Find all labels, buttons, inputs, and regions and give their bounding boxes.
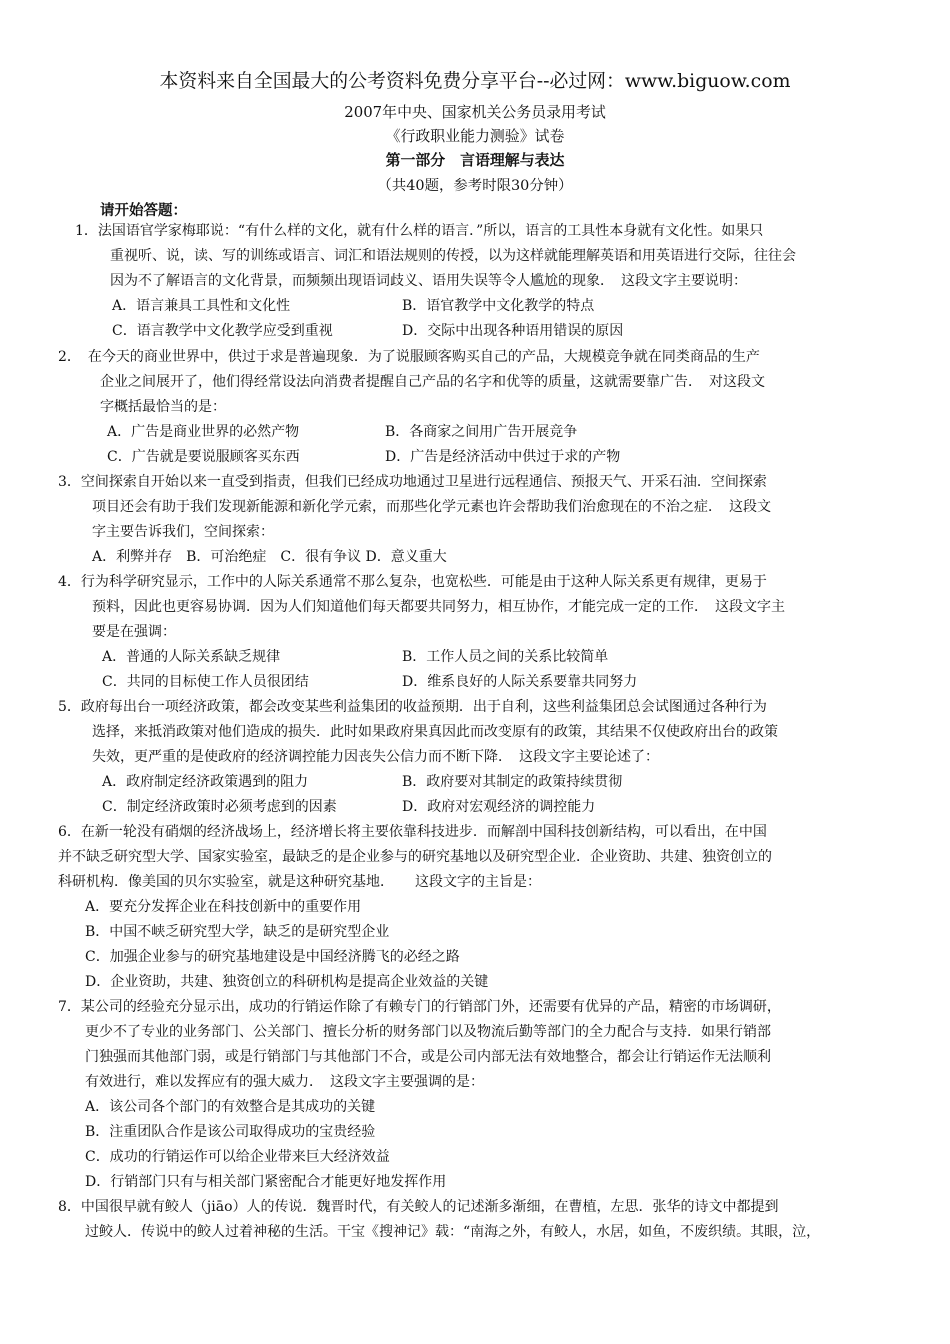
question-6-option-c[interactable]: C．加强企业参与的研究基地建设是中国经济腾飞的必经之路 (85, 949, 460, 965)
question-2-line-1: 2． 在今天的商业世界中，供过于求是普遍现象．为了说服顾客购买自己的产品，大规模竞争就在同类商品的生产 (58, 349, 760, 365)
part-title: 第一部分 言语理解与表达 (385, 151, 565, 169)
question-5-line-3: 失效，更严重的是使政府的经济调控能力因丧失公信力而不断下降． 这段文字主要论述了： (92, 749, 659, 765)
question-6-option-b[interactable]: B．中国不峡乏研究型大学，缺乏的是研究型企业 (85, 924, 390, 940)
question-7-line-3: 门独强而其他部门弱，或是行销部门与其他部门不合，或是公司内部无法有效地整合，都会让行销运作无法顺利 (85, 1049, 771, 1065)
question-2-line-2: 企业之间展开了，他们得经常设法向消费者提醒自己产品的名字和优等的质量，这就需要靠广告． 对这段文 (100, 374, 765, 390)
question-7-option-c[interactable]: C．成功的行销运作可以给企业带来巨大经济效益 (85, 1149, 390, 1165)
question-3-options[interactable]: A．利弊并存 B．可治绝症 C．很有争议 D．意义重大 (92, 549, 447, 565)
question-1-line-1: 1．法国语官学家梅耶说：“有什么样的文化，就有什么样的语言．”所以，语言的工具性本身就有文化性。如果只 (75, 223, 764, 239)
question-5-option-a[interactable]: A．政府制定经济政策遇到的阻力 (102, 774, 309, 790)
question-7-line-2: 更少不了专业的业务部门、公关部门、擅长分析的财务部门以及物流后勤等部门的全力配合与支持．如果行销部 (85, 1024, 771, 1040)
source-line: 本资料来自全国最大的公考资料免费分享平台--必过网：www.biguow.com (159, 70, 791, 92)
question-1-option-d[interactable]: D．交际中出现各种语用错误的原因 (402, 323, 624, 339)
question-7-option-b[interactable]: B．注重团队合作是该公司取得成功的宝贵经验 (85, 1124, 376, 1140)
question-1-option-c[interactable]: C．语言教学中文化教学应受到重视 (112, 323, 333, 339)
question-5-option-d[interactable]: D．政府对宏观经济的调控能力 (402, 799, 596, 815)
question-3-line-1: 3．空间探索自开始以来一直受到指责，但我们已经成功地通过卫星进行远程通信、预报天气、开采石油．空间探索 (58, 474, 767, 490)
question-8-line-2: 过鲛人．传说中的鲛人过着神秘的生活。干宝《搜神记》载：“南海之外，有鲛人，水居，如鱼，不废织绩。其眼，泣， (85, 1224, 821, 1240)
question-4-line-2: 预料，因此也更容易协调．因为人们知道他们每天都要共同努力，相互协作，才能完成一定的工作． 这段文字主 (92, 599, 785, 615)
question-3-line-2: 项目还会有助于我们发现新能源和新化学元索，而那些化学元素也许会帮助我们治愈现在的不治之症． 这段文 (92, 499, 771, 515)
question-8-line-1: 8．中国很早就有鲛人（jiāo）人的传说．魏晋时代，有关鲛人的记述渐多渐细，在曹植，左思．张华的诗文中都提到 (58, 1199, 779, 1215)
question-2-line-3: 字概括最恰当的是： (100, 399, 226, 415)
exam-title: 2007年中央、国家机关公务员录用考试 (344, 103, 606, 121)
question-4-option-a[interactable]: A．普通的人际关系缺乏规律 (102, 649, 281, 665)
question-6-option-a[interactable]: A．要充分发挥企业在科技创新中的重要作用 (85, 899, 362, 915)
question-5-line-2: 选择，来抵消政策对他们造成的损失．此时如果政府果真因此而改变原有的政策，其结果不仅使政府出台的政策 (92, 724, 778, 740)
question-1-option-a[interactable]: A．语言兼具工具性和文化性 (112, 298, 291, 314)
question-3-line-3: 字主要告诉我们，空间探索： (92, 524, 274, 540)
question-6-line-3: 科研机构．像美国的贝尔实验室，就是这种研究基地． 这段文字的主旨是： (58, 874, 541, 890)
question-5-option-b[interactable]: B．政府要对其制定的政策持续贯彻 (402, 774, 623, 790)
question-1-line-3: 因为不了解语言的文化背景，而频频出现语词歧义、语用失误等令人尴尬的现象． 这段文字主要说明： (110, 273, 747, 289)
question-1-option-b[interactable]: B．语官教学中文化教学的特点 (402, 298, 595, 314)
question-4-option-b[interactable]: B．工作人员之间的关系比较简单 (402, 649, 609, 665)
question-5-option-c[interactable]: C．制定经济政策时必须考虑到的因素 (102, 799, 337, 815)
question-7-line-4: 有效进行，难以发挥应有的强大威力． 这段文字主要强调的是： (85, 1074, 484, 1090)
question-2-option-c[interactable]: C．广告就是要说服顾客买东西 (107, 449, 300, 465)
paper-title: 《行政职业能力测验》试卷 (385, 127, 565, 145)
question-4-line-3: 要是在强调： (92, 624, 176, 640)
question-2-option-d[interactable]: D．广告是经济活动中供过于求的产物 (385, 449, 621, 465)
question-6-line-2: 并不缺乏研究型大学、国家实验室，最缺乏的是企业参与的研究基地以及研究型企业．企业资助、共建、独资创立的 (58, 849, 772, 865)
question-1-line-2: 重视听、说，读、写的训练或语言、词汇和语法规则的传授，以为这样就能理解英语和用英语进行交际，往往会 (110, 248, 796, 264)
question-5-line-1: 5．政府每出台一项经济政策，都会改变某些利益集团的收益预期．出于自利，这些利益集团总会试图通过各种行为 (58, 699, 767, 715)
question-7-line-1: 7．某公司的经验充分显示出，成功的行销运作除了有赖专门的行销部门外，还需要有优异的产品，精密的市场调研， (58, 999, 781, 1015)
question-4-line-1: 4．行为科学研究显示，工作中的人际关系通常不那么复杂，也宽松些．可能是由于这种人际关系更有规律，更易于 (58, 574, 767, 590)
question-7-option-d[interactable]: D．行销部门只有与相关部门紧密配合才能更好地发挥作用 (85, 1174, 447, 1190)
question-6-line-1: 6．在新一轮没有硝烟的经济战场上，经济增长将主要依靠科技进步．而解剖中国科技创新结构，可以看出，在中国 (58, 824, 767, 840)
part-note: （共40题，参考时限30分钟） (377, 178, 573, 194)
question-6-option-d[interactable]: D．企业资助，共建、独资创立的科研机构是提高企业效益的关键 (85, 974, 489, 990)
start-label: 请开始答题： (100, 202, 187, 219)
question-4-option-c[interactable]: C．共同的目标使工作人员很团结 (102, 674, 309, 690)
question-2-option-a[interactable]: A．广告是商业世界的必然产物 (107, 424, 300, 440)
question-2-option-b[interactable]: B．各商家之间用广告开展竞争 (385, 424, 578, 440)
question-7-option-a[interactable]: A．该公司各个部门的有效整合是其成功的关键 (85, 1099, 376, 1115)
question-4-option-d[interactable]: D．维系良好的人际关系要靠共同努力 (402, 674, 638, 690)
